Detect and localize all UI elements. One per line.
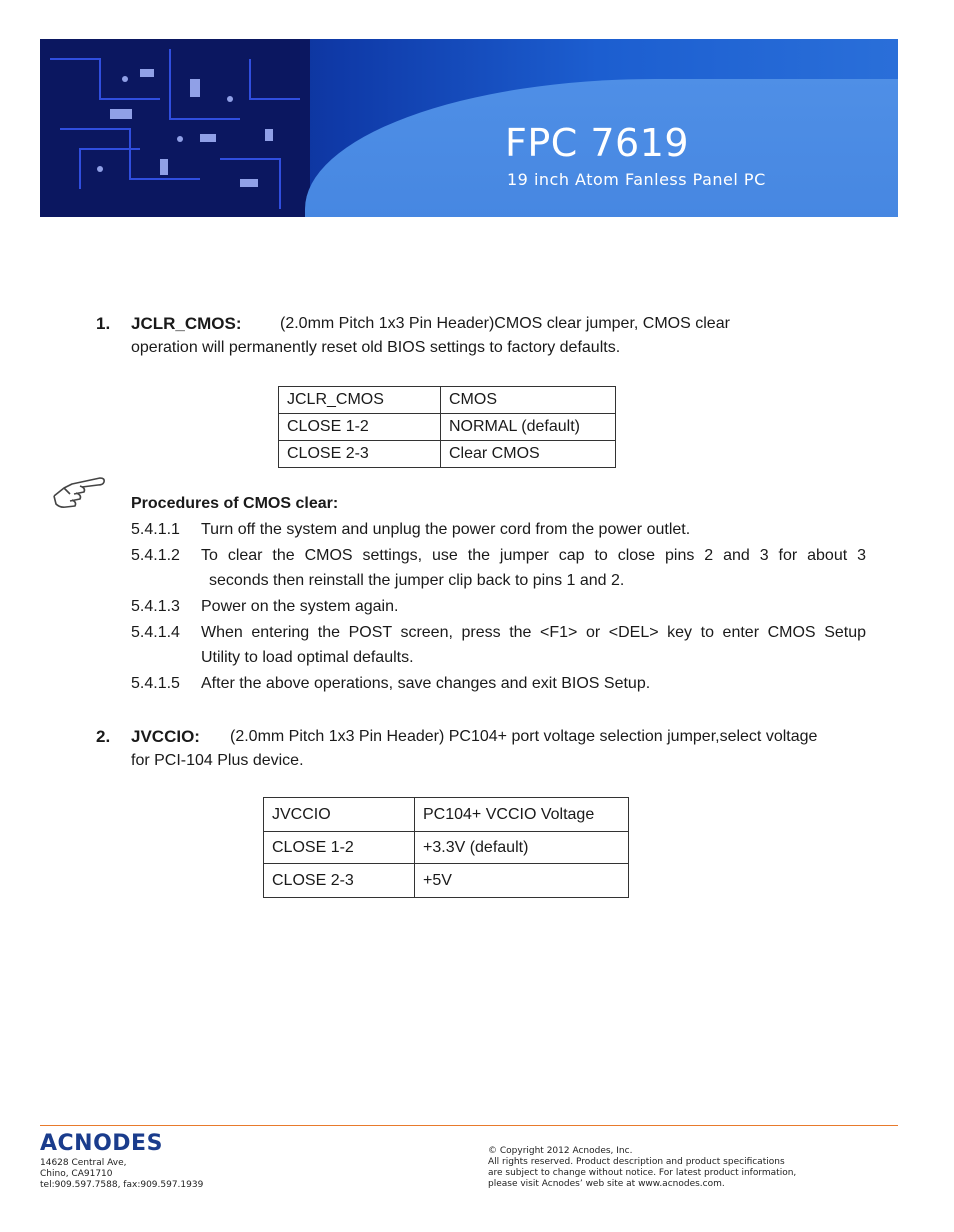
step-text: seconds then reinstall the jumper clip back to pins 1 and 2.	[209, 572, 625, 589]
section1-key: JCLR_CMOS:	[131, 314, 242, 333]
step-text: When entering the POST screen, press the <F1> or <DEL> key to enter CMOS Setup	[201, 624, 866, 641]
section2-number: 2.	[96, 727, 111, 746]
header-banner	[40, 39, 898, 217]
table-row	[279, 414, 616, 441]
step-text: Utility to load optimal defaults.	[201, 649, 414, 666]
section1-number: 1.	[96, 314, 111, 333]
circuit-board-image	[40, 39, 310, 217]
copyright-line: © Copyright 2012 Acnodes, Inc.	[488, 1146, 633, 1156]
table-cell: PC104+ VCCIO Voltage	[415, 798, 629, 832]
table-cell: +5V	[415, 864, 629, 898]
product-subtitle: 19 inch Atom Fanless Panel PC	[507, 170, 766, 189]
section2-desc-line1: (2.0mm Pitch 1x3 Pin Header) PC104+ port voltage selection jumper,select voltage	[230, 728, 818, 745]
step-number: 5.4.1.5	[131, 675, 180, 692]
table-row	[264, 832, 629, 864]
table-cell: NORMAL (default)	[441, 414, 616, 441]
step-number: 5.4.1.1	[131, 521, 180, 538]
procedures-title: Procedures of CMOS clear:	[131, 495, 339, 512]
acnodes-logo: ACNODES	[40, 1131, 163, 1156]
table-cell: CMOS	[441, 387, 616, 414]
step-text: Power on the system again.	[201, 598, 399, 615]
jvccio-table	[263, 797, 629, 898]
address-line2: Chino, CA91710	[40, 1169, 113, 1179]
product-title: FPC 7619	[505, 121, 690, 165]
table-cell: CLOSE 2-3	[264, 864, 415, 898]
table-cell: Clear CMOS	[441, 441, 616, 468]
address-line1: 14628 Central Ave,	[40, 1158, 127, 1168]
rights-line2: are subject to change without notice. For latest product information,	[488, 1168, 797, 1178]
table-cell: JVCCIO	[264, 798, 415, 832]
contact-line: tel:909.597.7588, fax:909.597.1939	[40, 1180, 204, 1190]
footer-divider	[40, 1125, 898, 1126]
step-number: 5.4.1.4	[131, 624, 180, 641]
step-number: 5.4.1.2	[131, 547, 180, 564]
rights-line3: please visit Acnodes’ web site at www.acnodes.com.	[488, 1179, 725, 1189]
pointing-hand-icon	[50, 466, 106, 514]
section1-desc-line1: (2.0mm Pitch 1x3 Pin Header)CMOS clear jumper, CMOS clear	[280, 315, 730, 332]
step-text: Turn off the system and unplug the power cord from the power outlet.	[201, 521, 691, 538]
step-text: To clear the CMOS settings, use the jumper cap to close pins 2 and 3 for about 3	[201, 547, 866, 564]
section1-desc-line2: operation will permanently reset old BIOS settings to factory defaults.	[131, 339, 621, 356]
table-row	[264, 864, 629, 898]
section2-key: JVCCIO:	[131, 727, 200, 746]
jclr-cmos-table	[278, 386, 616, 468]
table-cell: CLOSE 1-2	[264, 832, 415, 864]
section2-desc-line2: for PCI-104 Plus device.	[131, 752, 304, 769]
table-cell: CLOSE 2-3	[279, 441, 441, 468]
table-cell: JCLR_CMOS	[279, 387, 441, 414]
rights-line1: All rights reserved. Product description and product specifications	[488, 1157, 785, 1167]
table-row	[264, 798, 629, 832]
table-cell: CLOSE 1-2	[279, 414, 441, 441]
table-cell: +3.3V (default)	[415, 832, 629, 864]
table-row	[279, 387, 616, 414]
step-text: After the above operations, save changes and exit BIOS Setup.	[201, 675, 651, 692]
step-number: 5.4.1.3	[131, 598, 180, 615]
table-row	[279, 441, 616, 468]
